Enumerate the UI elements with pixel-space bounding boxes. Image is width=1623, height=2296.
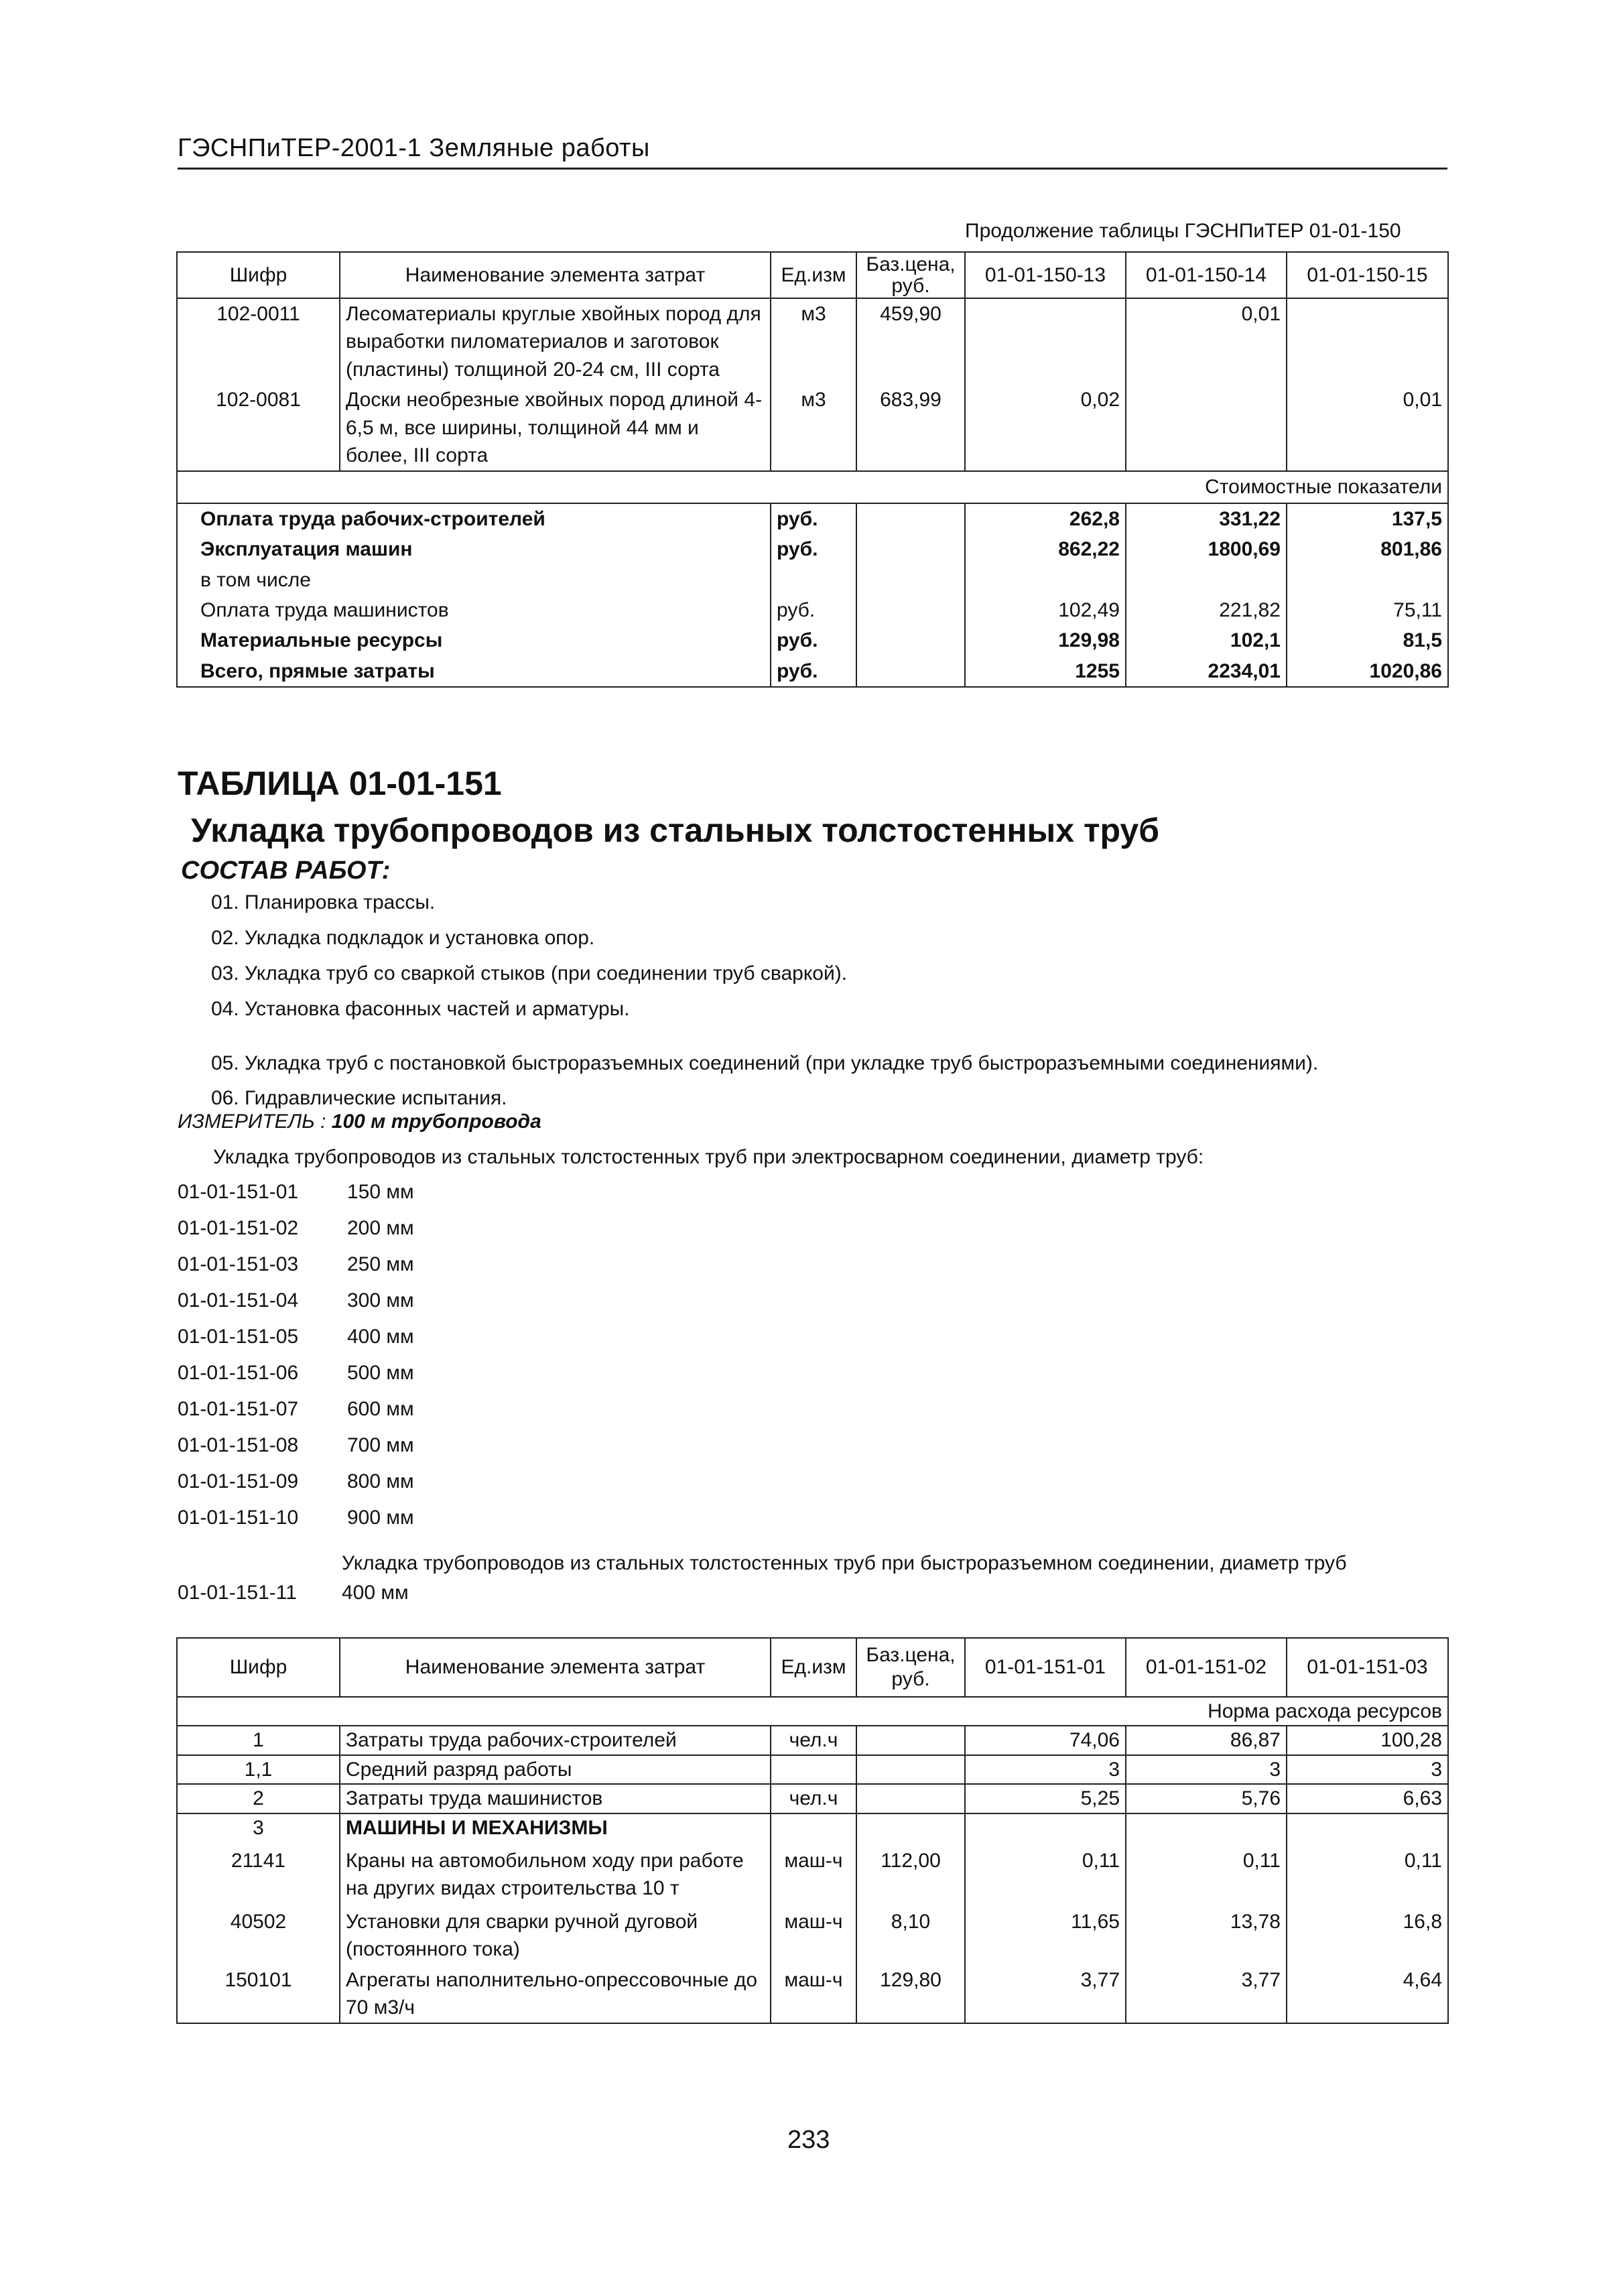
summary-name: Всего, прямые затраты — [177, 656, 771, 687]
col-header-code2: 01-01-150-14 — [1126, 252, 1287, 298]
summary-value-1 — [965, 565, 1126, 595]
row-value-2 — [1126, 1813, 1287, 1842]
resource-table-150 — [176, 251, 1449, 688]
table-row — [177, 1813, 1448, 1842]
diameter-label: 600 мм — [347, 1398, 414, 1420]
summary-unit: руб. — [771, 595, 856, 625]
summary-row — [177, 565, 1448, 595]
summary-name: Оплата труда машинистов — [177, 595, 771, 625]
summary-value-3 — [1287, 565, 1448, 595]
table-row — [177, 1784, 1448, 1813]
summary-value-2: 221,82 — [1126, 595, 1287, 625]
code-label: 01-01-151-05 — [178, 1326, 299, 1348]
row-value-1: 11,65 — [965, 1904, 1126, 1965]
row-name: Агрегаты наполнительно-опрессовочные до 70 м3/ч — [340, 1965, 771, 2024]
col-header-unit: Ед.изм — [771, 1638, 856, 1697]
row-value-2 — [1126, 385, 1287, 471]
row-price: 129,80 — [856, 1965, 965, 2024]
summary-name: в том числе — [177, 565, 771, 595]
work-item: 03. Укладка труб со сваркой стыков (при соединении труб сваркой). — [211, 962, 848, 984]
row-value-2: 0,11 — [1126, 1842, 1287, 1904]
row-value-1: 3,77 — [965, 1965, 1126, 2024]
row-unit: маш-ч — [771, 1842, 856, 1904]
diameter-label: 250 мм — [347, 1253, 414, 1275]
row-code: 1 — [177, 1726, 340, 1755]
row-value-3 — [1287, 1813, 1448, 1842]
row-unit — [771, 1813, 856, 1842]
summary-value-1: 862,22 — [965, 534, 1126, 564]
summary-value-2: 2234,01 — [1126, 656, 1287, 687]
col-header-name: Наименование элемента затрат — [340, 252, 771, 298]
row-name: Затраты труда машинистов — [340, 1784, 771, 1813]
summary-value-1: 102,49 — [965, 595, 1126, 625]
row-value-3: 0,01 — [1287, 385, 1448, 471]
row-value-2: 13,78 — [1126, 1904, 1287, 1965]
summary-value-3: 801,86 — [1287, 534, 1448, 564]
code-label: 01-01-151-09 — [178, 1470, 299, 1492]
summary-unit: руб. — [771, 656, 856, 687]
summary-unit — [771, 565, 856, 595]
summary-value-1: 262,8 — [965, 503, 1126, 534]
row-value-2: 0,01 — [1126, 298, 1287, 385]
row-code: 21141 — [177, 1842, 340, 1904]
table-row — [177, 1755, 1448, 1784]
code-label: 01-01-151-02 — [178, 1217, 299, 1239]
row-value-3: 6,63 — [1287, 1784, 1448, 1813]
row-value-1: 0,02 — [965, 385, 1126, 471]
row-name: Доски необрезные хвойных пород длиной 4-6,5 м, все ширины, толщиной 44 мм и более, III сорта — [340, 385, 771, 471]
header-rule — [178, 168, 1447, 170]
col-header-price: Баз.цена, руб. — [856, 1638, 965, 1697]
summary-name: Эксплуатация машин — [177, 534, 771, 564]
summary-price — [856, 656, 965, 687]
summary-value-2: 1800,69 — [1126, 534, 1287, 564]
row-value-3: 0,11 — [1287, 1842, 1448, 1904]
summary-unit: руб. — [771, 503, 856, 534]
row-name: МАШИНЫ И МЕХАНИЗМЫ — [340, 1813, 771, 1842]
diameter-label: 200 мм — [347, 1217, 414, 1239]
row-name: Средний разряд работы — [340, 1755, 771, 1784]
col-header-code2: 01-01-151-02 — [1126, 1638, 1287, 1697]
diameter-label: 300 мм — [347, 1289, 414, 1312]
row-value-1: 0,11 — [965, 1842, 1126, 1904]
col-header-code3: 01-01-151-03 — [1287, 1638, 1448, 1697]
row-value-1: 3 — [965, 1755, 1126, 1784]
code-label: 01-01-151-06 — [178, 1362, 299, 1384]
table-row — [177, 1904, 1448, 1965]
row-price — [856, 1813, 965, 1842]
code-label: 01-01-151-11 — [178, 1582, 297, 1604]
col-header-name: Наименование элемента затрат — [340, 1638, 771, 1697]
row-code: 40502 — [177, 1904, 340, 1965]
work-composition-heading: СОСТАВ РАБОТ: — [181, 856, 391, 885]
summary-price — [856, 565, 965, 595]
col-header-unit: Ед.изм — [771, 252, 856, 298]
page-number: 233 — [787, 2126, 830, 2154]
work-item: 01. Планировка трассы. — [211, 891, 436, 913]
section-label: Норма расхода ресурсов — [177, 1697, 1448, 1726]
table-subtitle: Укладка трубопроводов из стальных толстостенных труб — [191, 812, 1160, 849]
row-code: 102-0081 — [177, 385, 340, 471]
intro-quick-connect: Укладка трубопроводов из стальных толстостенных труб при быстроразъемном соединении, диаметр труб — [342, 1552, 1347, 1574]
row-value-1: 5,25 — [965, 1784, 1126, 1813]
summary-row — [177, 656, 1448, 687]
diameter-label: 900 мм — [347, 1507, 414, 1529]
summary-value-1: 129,98 — [965, 625, 1126, 655]
col-header-code3: 01-01-150-15 — [1287, 252, 1448, 298]
summary-row — [177, 625, 1448, 655]
row-code: 102-0011 — [177, 298, 340, 385]
summary-value-2: 331,22 — [1126, 503, 1287, 534]
row-value-3: 3 — [1287, 1755, 1448, 1784]
summary-name: Оплата труда рабочих-строителей — [177, 503, 771, 534]
diameter-label: 400 мм — [347, 1326, 414, 1348]
summary-name: Материальные ресурсы — [177, 625, 771, 655]
summary-row — [177, 503, 1448, 534]
section-row — [177, 1697, 1448, 1726]
running-header: ГЭСНПиТЕР-2001-1 Земляные работы — [178, 134, 650, 162]
row-value-1: 74,06 — [965, 1726, 1126, 1755]
section-label: Стоимостные показатели — [177, 471, 1448, 503]
row-value-1 — [965, 298, 1126, 385]
table-row — [177, 1965, 1448, 2024]
table-row — [177, 385, 1448, 471]
summary-value-1: 1255 — [965, 656, 1126, 687]
row-price — [856, 1726, 965, 1755]
summary-value-3: 137,5 — [1287, 503, 1448, 534]
row-name: Затраты труда рабочих-строителей — [340, 1726, 771, 1755]
work-item: 02. Укладка подкладок и установка опор. — [211, 927, 595, 949]
row-unit: чел.ч — [771, 1726, 856, 1755]
table-row — [177, 298, 1448, 385]
table-row — [177, 1726, 1448, 1755]
diameter-label: 700 мм — [347, 1434, 414, 1456]
intro-electrowelded: Укладка трубопроводов из стальных толстостенных труб при электросварном соединении, диаметр труб: — [213, 1146, 1204, 1168]
measure-label: ИЗМЕРИТЕЛЬ : — [178, 1110, 326, 1133]
row-value-3: 16,8 — [1287, 1904, 1448, 1965]
code-label: 01-01-151-03 — [178, 1253, 299, 1275]
row-price: 8,10 — [856, 1904, 965, 1965]
work-item: 05. Укладка труб с постановкой быстроразъемных соединений (при укладке труб быстроразъемными соединениями). — [211, 1052, 1319, 1074]
measure-line — [178, 1110, 541, 1133]
row-value-2: 5,76 — [1126, 1784, 1287, 1813]
summary-value-3: 75,11 — [1287, 595, 1448, 625]
row-unit: маш-ч — [771, 1965, 856, 2024]
row-price: 112,00 — [856, 1842, 965, 1904]
row-value-3: 4,64 — [1287, 1965, 1448, 2024]
diameter-label: 400 мм — [342, 1582, 409, 1604]
diameter-label: 500 мм — [347, 1362, 414, 1384]
work-item: 06. Гидравлические испытания. — [211, 1087, 507, 1109]
summary-value-2 — [1126, 565, 1287, 595]
code-label: 01-01-151-10 — [178, 1507, 299, 1529]
summary-value-3: 81,5 — [1287, 625, 1448, 655]
summary-row — [177, 595, 1448, 625]
row-price: 683,99 — [856, 385, 965, 471]
summary-unit: руб. — [771, 534, 856, 564]
row-value-3 — [1287, 298, 1448, 385]
col-header-code: Шифр — [177, 252, 340, 298]
row-value-3: 100,28 — [1287, 1726, 1448, 1755]
summary-price — [856, 625, 965, 655]
col-header-code: Шифр — [177, 1638, 340, 1697]
col-header-code1: 01-01-151-01 — [965, 1638, 1126, 1697]
row-code: 1,1 — [177, 1755, 340, 1784]
diameter-label: 800 мм — [347, 1470, 414, 1492]
col-header-code1: 01-01-150-13 — [965, 252, 1126, 298]
summary-row — [177, 534, 1448, 564]
table-header-row — [177, 1638, 1448, 1697]
table-row — [177, 1842, 1448, 1904]
section-row — [177, 471, 1448, 503]
col-header-price: Баз.цена, руб. — [856, 252, 965, 298]
summary-value-3: 1020,86 — [1287, 656, 1448, 687]
code-label: 01-01-151-04 — [178, 1289, 299, 1312]
summary-price — [856, 534, 965, 564]
summary-price — [856, 595, 965, 625]
row-value-2: 86,87 — [1126, 1726, 1287, 1755]
row-name: Установки для сварки ручной дуговой (постоянного тока) — [340, 1904, 771, 1965]
row-code: 150101 — [177, 1965, 340, 2024]
diameter-label: 150 мм — [347, 1181, 414, 1203]
row-unit: чел.ч — [771, 1784, 856, 1813]
row-value-1 — [965, 1813, 1126, 1842]
code-label: 01-01-151-07 — [178, 1398, 299, 1420]
row-price — [856, 1755, 965, 1784]
code-label: 01-01-151-08 — [178, 1434, 299, 1456]
code-label: 01-01-151-01 — [178, 1181, 299, 1203]
row-unit: м3 — [771, 385, 856, 471]
row-unit — [771, 1755, 856, 1784]
row-code: 2 — [177, 1784, 340, 1813]
table-title: ТАБЛИЦА 01-01-151 — [178, 765, 502, 802]
row-name: Краны на автомобильном ходу при работе на других видах строительства 10 т — [340, 1842, 771, 1904]
work-item: 04. Установка фасонных частей и арматуры. — [211, 998, 630, 1020]
row-value-2: 3 — [1126, 1755, 1287, 1784]
table-header-row — [177, 252, 1448, 298]
measure-value: 100 м трубопровода — [331, 1110, 541, 1133]
row-code: 3 — [177, 1813, 340, 1842]
row-unit: маш-ч — [771, 1904, 856, 1965]
row-name: Лесоматериалы круглые хвойных пород для выработки пиломатериалов и заготовок (пластины) толщиной 20-24 см, III сорта — [340, 298, 771, 385]
row-unit: м3 — [771, 298, 856, 385]
resource-table-151 — [176, 1637, 1449, 2024]
summary-value-2: 102,1 — [1126, 625, 1287, 655]
row-price: 459,90 — [856, 298, 965, 385]
table-continuation-label: Продолжение таблицы ГЭСНПиТЕР 01-01-150 — [965, 220, 1401, 242]
summary-price — [856, 503, 965, 534]
row-value-2: 3,77 — [1126, 1965, 1287, 2024]
summary-unit: руб. — [771, 625, 856, 655]
row-price — [856, 1784, 965, 1813]
